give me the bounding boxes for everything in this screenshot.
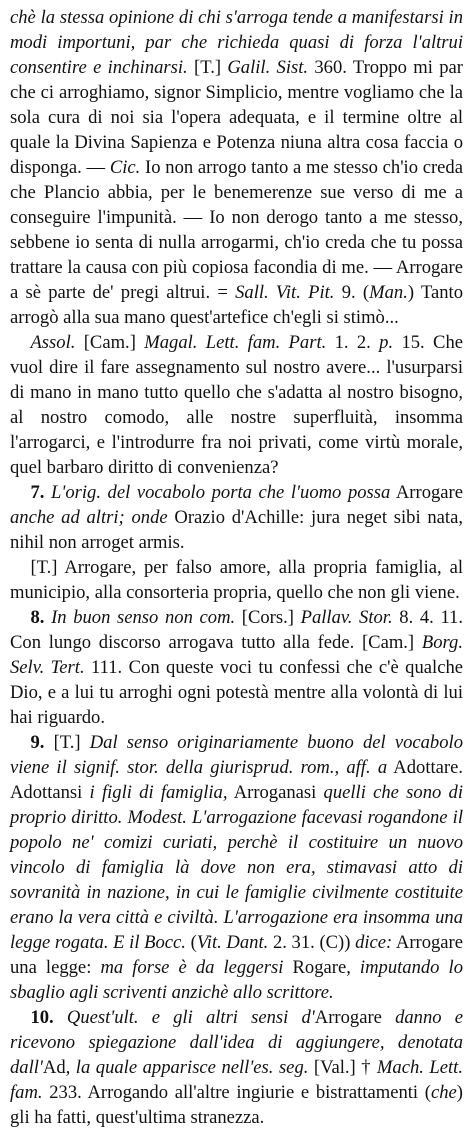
- text-run: [54, 1007, 67, 1028]
- sense-number: 7.: [30, 482, 45, 503]
- paragraph-sense-7-t: [10, 555, 463, 605]
- text-run: Arrogare: [314, 1007, 396, 1028]
- italic-text-run: Pallav. Stor.: [300, 607, 393, 628]
- text-run: 360. Troppo mi par che ci arroghiamo, signor Simplicio, mentre vogliamo che la sola cura di noi sia l'opera adequata, e il termine oltre al quale la Divina Sapienza e Potenza niuna altra cosa faccia o disponga. —: [10, 57, 463, 178]
- text-run: Adottare. Adottansi: [10, 757, 463, 803]
- italic-text-run: In buon senso non com.: [51, 607, 236, 628]
- italic-text-run: danno e ricevono spiegazione dall'idea di aggiungere, denotata dall': [10, 1007, 463, 1078]
- text-run: 111. Con queste voci tu confessi che c'è qualche Dio, e a lui tu arroghi ogni potestà mentre alla volontà di lui hai riguardo.: [10, 657, 463, 728]
- text-run: Orazio d'Achille: jura neget sibi nata, nihil non arroget armis.: [10, 507, 463, 553]
- text-run: ) gli ha fatti, quest'ultima stranezza.: [10, 1082, 463, 1128]
- text-run: 9. (: [334, 282, 370, 303]
- italic-text-run: dice:: [355, 932, 393, 953]
- text-run: [T.] Arrogare, per falso amore, alla propria famiglia, al municipio, alla consorteria propria, quello che non gli viene.: [10, 557, 463, 603]
- italic-text-run: imputando lo sbaglio agli scriventi anzichè allo scrittore.: [10, 957, 464, 1003]
- text-run: [44, 482, 51, 503]
- sense-number: 8.: [30, 607, 45, 628]
- text-run: ) Tanto arrogò alla sua mano quest'artefice ch'egli si stimò...: [10, 282, 464, 328]
- text-run: Ad: [42, 1057, 66, 1078]
- paragraph-sense-8: [10, 605, 463, 730]
- text-run: (: [185, 932, 197, 953]
- text-run: Arroganasi: [227, 782, 324, 803]
- text-run: [T.]: [187, 57, 228, 78]
- italic-text-run: Dal senso originariamente buono del vocabolo viene il signif. stor. della giurisprud. rom., aff. a: [10, 732, 463, 778]
- text-run: [T.]: [44, 732, 90, 753]
- italic-text-run: Cic.: [109, 157, 141, 178]
- text-run: Io non arrogo tanto a me stesso ch'io creda che Plancio abbia, per le benemerenze sue verso di me a conseguire l'impunità. — Io non derogo tanto a me stesso, sebbene io senta di nulla arrogarmi, ch'io creda che tu possa trattare la causa con più copiosa facondia di me. — Arrogare a sè parte de' pregi altrui. =: [10, 157, 463, 303]
- italic-text-run: i figli di famiglia,: [89, 782, 228, 803]
- italic-text-run: Quest'ult. e gli altri sensi d': [66, 1007, 315, 1028]
- text-run: 1. 2.: [326, 332, 380, 353]
- italic-text-run: chè la stessa opinione di chi s'arroga tende a manifestarsi in modi importuni, par che richieda quasi di forza l'altrui consentire e inchinarsi.: [10, 7, 463, 78]
- paragraph-assol: [10, 330, 463, 480]
- text-run: 8. 4. 11. Con lungo discorso arrogava tutto alla fede. [Cam.]: [10, 607, 463, 653]
- italic-text-run: quelli che sono di proprio diritto. Modest. L'arrogazione facevasi rogandone il popolo ne' comizi curiati, perchè il costituire un nuovo vincolo di famiglia là dove non era, stimavasi atto di sovranità in nazione, in cui le famiglie civilmente costituite erano la vera città e civiltà. L'arrogazione era insomma una legge rogata. E il Bocc.: [10, 782, 463, 953]
- italic-text-run: p.: [379, 332, 394, 353]
- italic-text-run: , la quale apparisce nell'es. seg.: [65, 1057, 309, 1078]
- italic-text-run: che: [430, 1082, 457, 1103]
- italic-text-run: Galil. Sist.: [227, 57, 309, 78]
- text-run: 233. Arrogando all'altre ingiurie e bistrattamenti (: [42, 1082, 431, 1103]
- italic-text-run: Sall. Vit. Pit.: [235, 282, 335, 303]
- text-run: 15. Che vuol dire il fare assegnamento sul nostro avere... l'usurparsi di mano in mano tutto quello che s'adatta al nostro bisogno, al nostro comodo, alle nostre superfluità, insomma l'arrogarci, e l'introdurre fra noi privati, come virtù morale, quel barbaro diritto di convenienza?: [10, 332, 463, 478]
- paragraph-sense-7: [10, 480, 463, 555]
- italic-text-run: L'orig. del vocabolo porta che l'uomo possa: [51, 482, 391, 503]
- italic-text-run: anche ad altri; onde: [10, 507, 168, 528]
- paragraph-sense-10: [10, 1005, 463, 1130]
- italic-text-run: Magal. Lett. fam. Part.: [144, 332, 327, 353]
- text-run: [Cam.]: [75, 332, 145, 353]
- italic-text-run: Vit. Dant.: [196, 932, 269, 953]
- text-run: Rogare,: [283, 957, 360, 978]
- paragraph-intro: [10, 5, 463, 330]
- text-run: [Val.] †: [308, 1057, 377, 1078]
- italic-text-run: Borg. Selv. Tert.: [10, 632, 463, 678]
- text-run: Arrogare: [390, 482, 463, 503]
- sense-number: 9.: [30, 732, 45, 753]
- italic-text-run: Assol.: [30, 332, 76, 353]
- italic-text-run: Man.: [369, 282, 408, 303]
- text-run: [Cors.]: [235, 607, 301, 628]
- sense-number: 10.: [30, 1007, 54, 1028]
- italic-text-run: Mach. Lett. fam.: [10, 1057, 463, 1103]
- text-run: 2. 31. (C)): [268, 932, 356, 953]
- italic-text-run: ma forse è da leggersi: [100, 957, 284, 978]
- paragraph-sense-9: [10, 730, 463, 1005]
- text-run: Arrogare una legge:: [10, 932, 464, 978]
